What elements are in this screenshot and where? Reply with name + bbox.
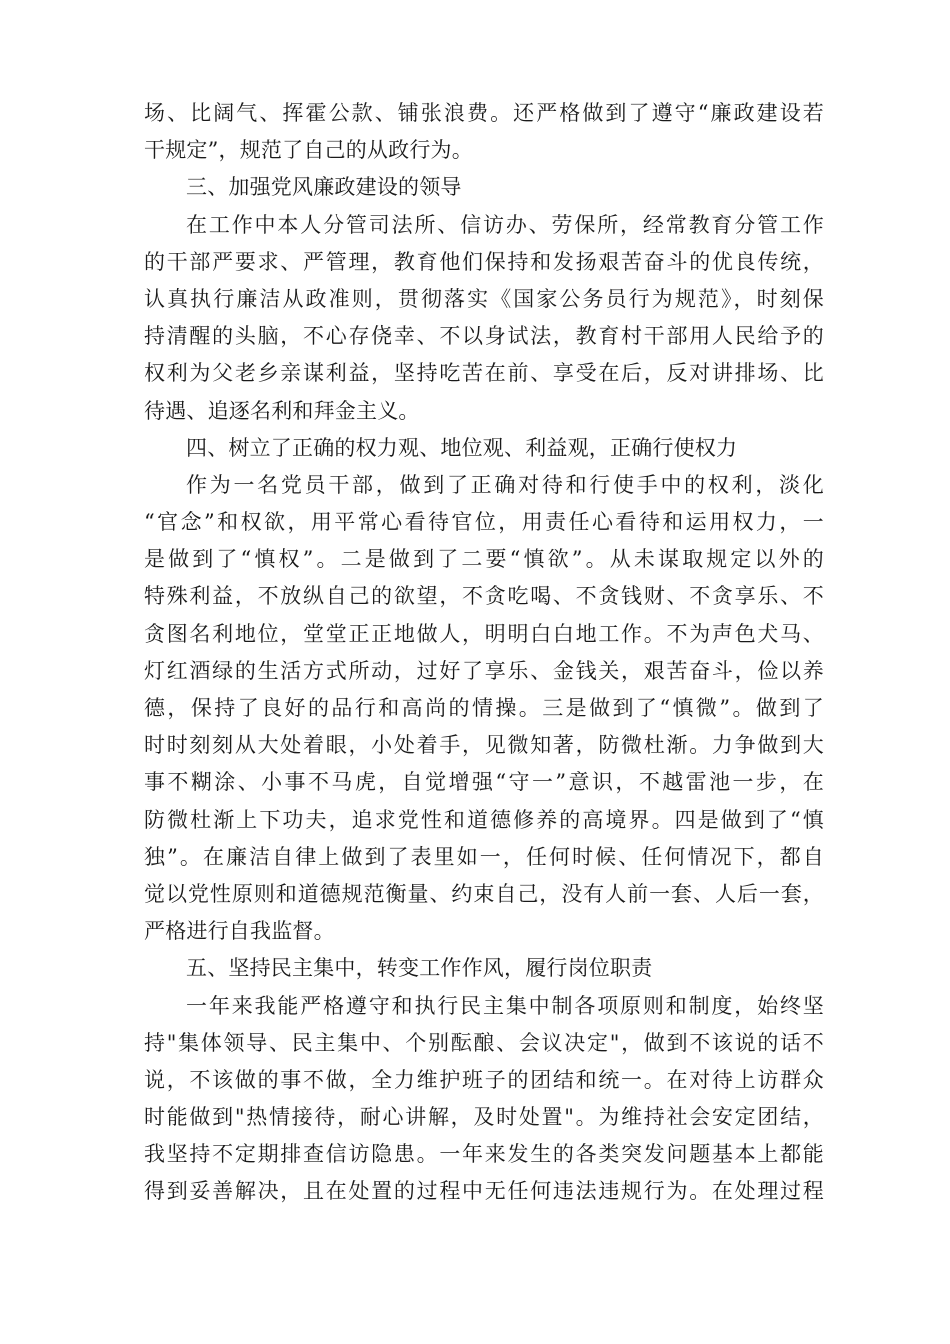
text-line: 是做到了“慎权”。二是做到了二要“慎欲”。从未谋取规定以外的 — [144, 547, 824, 572]
text-line: 灯红酒绿的生活方式所动，过好了享乐、金钱关，艰苦奋斗，俭以养 — [144, 658, 824, 683]
text-line: 干规定”，规范了自己的从政行为。 — [144, 138, 473, 163]
paragraph-start-line: 一年来我能严格遵守和执行民主集中制各项原则和制度，始终坚 — [186, 993, 824, 1018]
document-page — [144, 95, 824, 1211]
text-line: 我坚持不定期排查信访隐患。一年来发生的各类突发问题基本上都能 — [144, 1142, 824, 1167]
text-line: 严格进行自我监督。 — [144, 919, 335, 944]
text-line: “官念”和权欲，用平常心看待官位，用责任心看待和运用权力，一 — [144, 510, 824, 535]
text-line: 特殊利益，不放纵自己的欲望，不贪吃喝、不贪钱财、不贪享乐、不 — [144, 584, 824, 609]
paragraph-start-line: 在工作中本人分管司法所、信访办、劳保所，经常教育分管工作 — [186, 212, 824, 237]
text-line: 防微杜渐上下功夫，追求党性和道德修养的高境界。四是做到了“慎 — [144, 807, 824, 832]
text-line: 独”。在廉洁自律上做到了表里如一，任何时候、任何情况下，都自 — [144, 844, 824, 869]
text-line: 说，不该做的事不做，全力维护班子的团结和统一。在对待上访群众 — [144, 1067, 824, 1092]
paragraph-start-line: 三、加强党风廉政建设的领导 — [186, 175, 462, 200]
text-line: 持清醒的头脑，不心存侥幸、不以身试法，教育村干部用人民给予的 — [144, 324, 824, 349]
text-line: 待遇、追逐名利和拜金主义。 — [144, 398, 420, 423]
text-line: 时能做到"热情接待，耐心讲解，及时处置"。为维持社会安定团结， — [144, 1105, 824, 1130]
paragraph-start-line: 五、坚持民主集中，转变工作作风，履行岗位职责 — [186, 956, 653, 981]
text-line: 事不糊涂、小事不马虎，自觉增强“守一”意识，不越雷池一步，在 — [144, 770, 824, 795]
text-line: 认真执行廉洁从政准则，贯彻落实《国家公务员行为规范》，时刻保 — [144, 286, 824, 311]
text-line: 德，保持了良好的品行和高尚的情操。三是做到了“慎微”。做到了 — [144, 696, 824, 720]
text-line: 贪图名利地位，堂堂正正地做人，明明白白地工作。不为声色犬马、 — [144, 621, 824, 646]
text-line: 的干部严要求、严管理，教育他们保持和发扬艰苦奋斗的优良传统， — [144, 249, 824, 274]
document-body — [144, 95, 824, 1211]
text-line: 场、比阔气、挥霍公款、铺张浪费。还严格做到了遵守“廉政建设若 — [144, 101, 824, 125]
text-line: 权利为父老乡亲谋利益，坚持吃苦在前、享受在后，反对讲排场、比 — [144, 361, 824, 386]
paragraph-start-line: 四、树立了正确的权力观、地位观、利益观，正确行使权力 — [186, 435, 738, 460]
text-line: 持"集体领导、民主集中、个别酝酿、会议决定"，做到不该说的话不 — [144, 1030, 824, 1055]
paragraph-start-line: 作为一名党员干部，做到了正确对待和行使手中的权利，淡化 — [186, 472, 824, 497]
text-line: 时时刻刻从大处着眼，小处着手，见微知著，防微杜渐。力争做到大 — [144, 733, 824, 758]
text-line: 觉以党性原则和道德规范衡量、约束自己，没有人前一套、人后一套， — [144, 881, 824, 906]
text-line: 得到妥善解决，且在处置的过程中无任何违法违规行为。在处理过程 — [144, 1179, 824, 1204]
